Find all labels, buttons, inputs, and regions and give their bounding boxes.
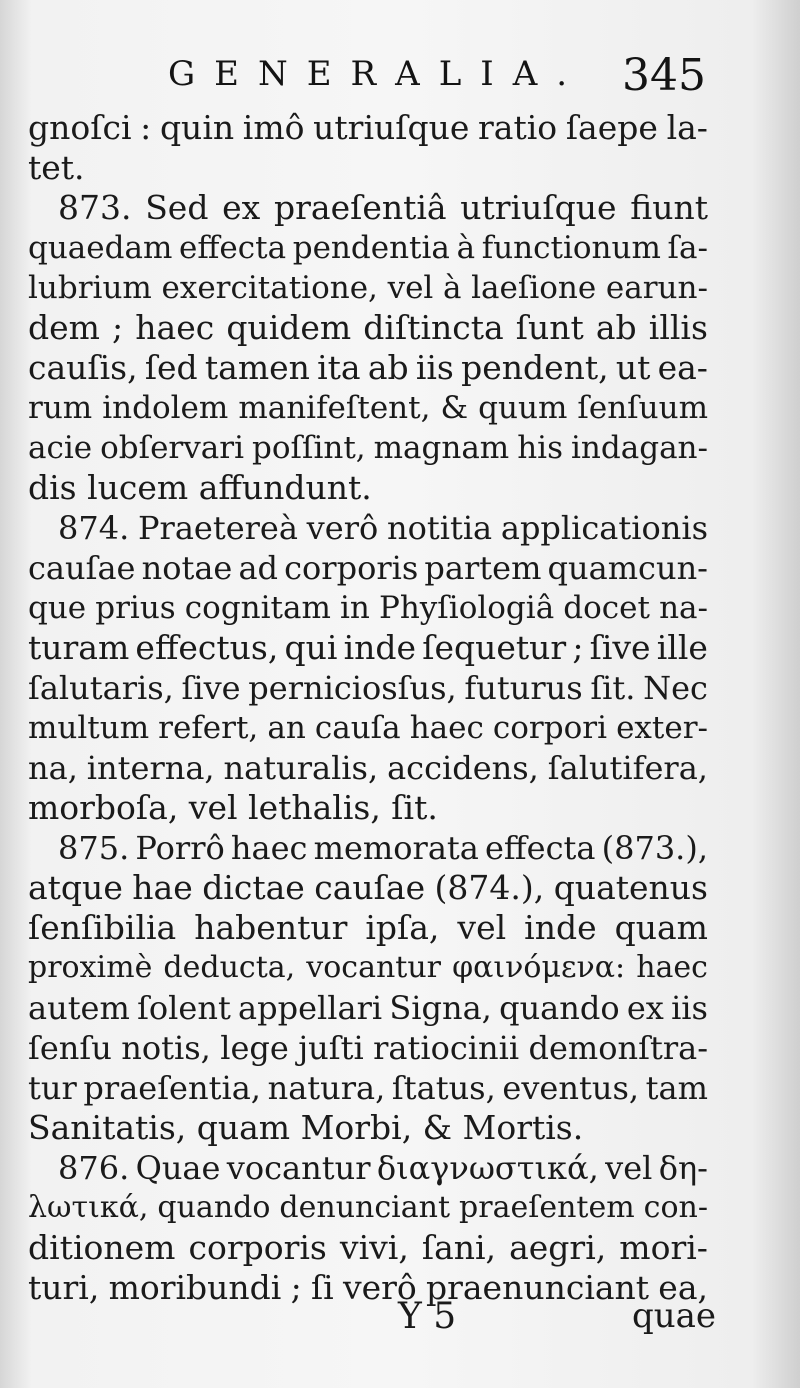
text-line: dis lucem affundunt.: [28, 468, 372, 507]
word: proximè: [28, 950, 153, 985]
word: Nec: [643, 669, 708, 707]
word: haec: [409, 710, 484, 746]
text-line: [28, 988, 708, 1028]
text-line: [28, 508, 708, 548]
word: ;: [112, 308, 124, 347]
word: magnam: [373, 430, 510, 466]
word: effecta: [484, 829, 596, 867]
word: verô: [306, 509, 379, 547]
page-number: 345: [622, 50, 706, 101]
word: ſive: [589, 628, 651, 667]
word: Sed: [145, 188, 209, 227]
running-title: GENERALIA.: [168, 54, 587, 94]
word: effecta: [179, 230, 287, 266]
word: ſit.: [590, 669, 636, 707]
text-line: [28, 548, 708, 588]
word: praeſentiâ: [274, 188, 447, 227]
word: cauſis,: [28, 348, 138, 387]
word: ratio: [478, 108, 558, 147]
word: quam: [614, 908, 708, 947]
word: ea-: [657, 348, 708, 387]
word: indolem: [102, 390, 229, 426]
word: illis: [648, 308, 708, 347]
word: indagan-: [571, 430, 708, 466]
word: moribundi: [108, 1268, 282, 1307]
word: ſalutifera,: [547, 749, 708, 787]
word: ſed: [144, 348, 198, 387]
word: corpori: [492, 710, 607, 746]
text-line: Sanitatis, quam Morbi, & Mortis.: [28, 1108, 584, 1147]
word: memorata: [313, 829, 479, 867]
word: ditionem: [28, 1228, 176, 1267]
word: φαινόμενα:: [452, 950, 626, 985]
word: ſaepe: [565, 108, 658, 147]
word: ipſa,: [365, 908, 440, 947]
word: ;: [290, 1268, 302, 1307]
word: vocantur: [226, 1149, 371, 1187]
word: praeſentem: [459, 1190, 635, 1225]
text-line: [28, 188, 708, 228]
word: denunciant: [279, 1190, 451, 1225]
word: acie: [28, 430, 93, 466]
page-header: [0, 48, 800, 108]
word: iis: [671, 989, 708, 1027]
word: multum: [28, 710, 150, 746]
word: ea,: [658, 1268, 708, 1307]
word: aegri,: [509, 1228, 607, 1267]
word: cauſae: [28, 549, 136, 587]
word: appellari: [238, 989, 383, 1027]
word: dictae: [202, 868, 305, 907]
page-footer: [0, 1296, 800, 1346]
word: vivi,: [339, 1228, 409, 1267]
word: à: [443, 270, 462, 306]
text-line: [28, 908, 708, 948]
text-line: [28, 268, 708, 308]
word: obſervari: [100, 430, 244, 466]
word: quamcun-: [547, 549, 708, 587]
text-line: [28, 228, 708, 268]
word: na,: [28, 749, 78, 787]
word: gnoſci: [28, 108, 132, 147]
word: natura,: [267, 1069, 386, 1107]
word: haec: [230, 829, 308, 867]
text-line: [28, 868, 708, 908]
text-line: [28, 1188, 708, 1228]
word: functionum: [481, 230, 661, 266]
word: docet: [563, 590, 650, 626]
word: interna,: [86, 749, 215, 787]
word: ſalutaris,: [28, 669, 174, 707]
word: quatenus: [553, 868, 708, 907]
word: tamen: [204, 348, 310, 387]
word: prius: [95, 590, 176, 626]
word: tur: [28, 1069, 77, 1107]
word: lubrium: [28, 270, 152, 306]
word: mori-: [619, 1228, 708, 1267]
word: accidens,: [387, 749, 539, 787]
word: cauſa: [314, 710, 401, 746]
word: futurus: [464, 669, 583, 707]
word: λωτικά,: [28, 1190, 149, 1225]
word: quaedam: [28, 230, 173, 266]
text-line: morboſa, vel lethalis, ſit.: [28, 788, 438, 827]
text-line: [28, 388, 708, 428]
word: ex: [626, 989, 664, 1027]
word: con-: [643, 1190, 708, 1225]
word: notitia: [386, 509, 493, 547]
word: &: [440, 390, 469, 426]
catchword: quae: [632, 1296, 717, 1336]
word: vel: [387, 270, 434, 306]
word: 873.: [58, 188, 132, 227]
word: vocantur: [306, 950, 442, 985]
word: habentur: [194, 908, 348, 947]
word: ſenſibilia: [28, 908, 177, 947]
word: qui: [284, 628, 338, 667]
word: diſtincta: [363, 308, 504, 347]
word: (874.),: [434, 868, 545, 907]
word: ex: [222, 188, 261, 227]
word: vel: [457, 908, 507, 947]
word: naturalis,: [223, 749, 379, 787]
word: ſa-: [667, 230, 708, 266]
word: quando: [499, 989, 620, 1027]
text-line: [28, 948, 708, 988]
word: quidem: [226, 308, 352, 347]
word: ſunt: [515, 308, 584, 347]
word: tam: [645, 1069, 708, 1107]
word: atque: [28, 868, 123, 907]
word: pendent,: [461, 348, 609, 387]
word: ſenſuum: [577, 390, 708, 426]
word: inde: [524, 908, 597, 947]
word: Signa,: [389, 989, 492, 1027]
word: 876.: [58, 1149, 130, 1187]
word: dem: [28, 308, 100, 347]
word: poſſint,: [251, 430, 366, 466]
word: Porrô: [135, 829, 225, 867]
word: la-: [666, 108, 708, 147]
word: hae: [132, 868, 193, 907]
word: imô: [242, 108, 305, 147]
word: notae: [141, 549, 233, 587]
word: praeſentia,: [83, 1069, 261, 1107]
word: à: [456, 230, 476, 266]
word: 875.: [58, 829, 130, 867]
text-line: [28, 588, 708, 628]
word: ſani,: [421, 1228, 497, 1267]
word: ratiocinii: [373, 1029, 520, 1067]
word: demonſtra-: [528, 1029, 708, 1067]
word: partem: [424, 549, 542, 587]
word: ita: [317, 348, 361, 387]
word: Phyſiologiâ: [378, 590, 555, 626]
word: pendentia: [292, 230, 450, 266]
word: ad: [238, 549, 278, 587]
word: utriuſque: [460, 188, 617, 227]
word: vel: [605, 1149, 653, 1187]
word: eventus,: [502, 1069, 640, 1107]
text-line: [28, 1148, 708, 1188]
word: praenunciant: [425, 1268, 650, 1307]
word: (873.),: [601, 829, 708, 867]
word: ut: [615, 348, 651, 387]
text-line: [28, 828, 708, 868]
word: cognitam: [184, 590, 331, 626]
text-line: [28, 668, 708, 708]
word: juſti: [298, 1029, 364, 1067]
word: effectus,: [135, 628, 279, 667]
word: laeſione: [471, 270, 597, 306]
text-line: [28, 308, 708, 348]
word: cauſae: [314, 868, 426, 907]
word: deducta,: [163, 950, 296, 985]
word: corporis: [284, 549, 419, 587]
word: ſi: [310, 1268, 334, 1307]
word: ille: [656, 628, 708, 667]
word: lege: [220, 1029, 289, 1067]
text-line: [28, 748, 708, 788]
word: an: [267, 710, 306, 746]
word: notis,: [121, 1029, 211, 1067]
word: ab: [595, 308, 637, 347]
text-line: tet.: [28, 148, 85, 187]
word: ſolent: [137, 989, 231, 1027]
word: ;: [572, 628, 584, 667]
word: 874.: [58, 509, 130, 547]
word: utriuſque: [313, 108, 470, 147]
text-line: [28, 108, 708, 148]
word: haec: [636, 950, 708, 985]
word: haec: [135, 308, 215, 347]
text-line: [28, 708, 708, 748]
word: διαγνωστικά,: [376, 1149, 599, 1187]
signature-mark: Y 5: [398, 1296, 457, 1337]
word: quum: [478, 390, 568, 426]
word: rum: [28, 390, 93, 426]
word: Quae: [135, 1149, 221, 1187]
text-line: [28, 1028, 708, 1068]
word: ab: [367, 348, 409, 387]
word: inde: [343, 628, 417, 667]
word: que: [28, 590, 87, 626]
word: perniciosſus,: [248, 669, 457, 707]
word: in: [339, 590, 370, 626]
text-line: [28, 1228, 708, 1268]
word: refert,: [158, 710, 259, 746]
word: his: [517, 430, 564, 466]
word: :: [140, 108, 152, 147]
word: na-: [659, 590, 708, 626]
word: autem: [28, 989, 130, 1027]
word: corporis: [188, 1228, 327, 1267]
word: Praetereà: [137, 509, 298, 547]
word: earun-: [605, 270, 708, 306]
word: δη-: [658, 1149, 708, 1187]
word: iis: [415, 348, 454, 387]
word: verô: [342, 1268, 417, 1307]
word: quin: [159, 108, 235, 147]
word: ſtatus,: [391, 1069, 496, 1107]
word: exercitatione,: [161, 270, 378, 306]
word: ſive: [181, 669, 241, 707]
text-line: [28, 1068, 708, 1108]
word: quando: [157, 1190, 271, 1225]
word: applicationis: [500, 509, 708, 547]
word: ſequetur: [422, 628, 567, 667]
word: turi,: [28, 1268, 100, 1307]
text-line: [28, 348, 708, 388]
word: exter-: [616, 710, 708, 746]
word: ſenſu: [28, 1029, 112, 1067]
text-line: [28, 428, 708, 468]
word: manifeſtent,: [238, 390, 431, 426]
word: fiunt: [630, 188, 708, 227]
word: turam: [28, 628, 130, 667]
text-line: [28, 628, 708, 668]
